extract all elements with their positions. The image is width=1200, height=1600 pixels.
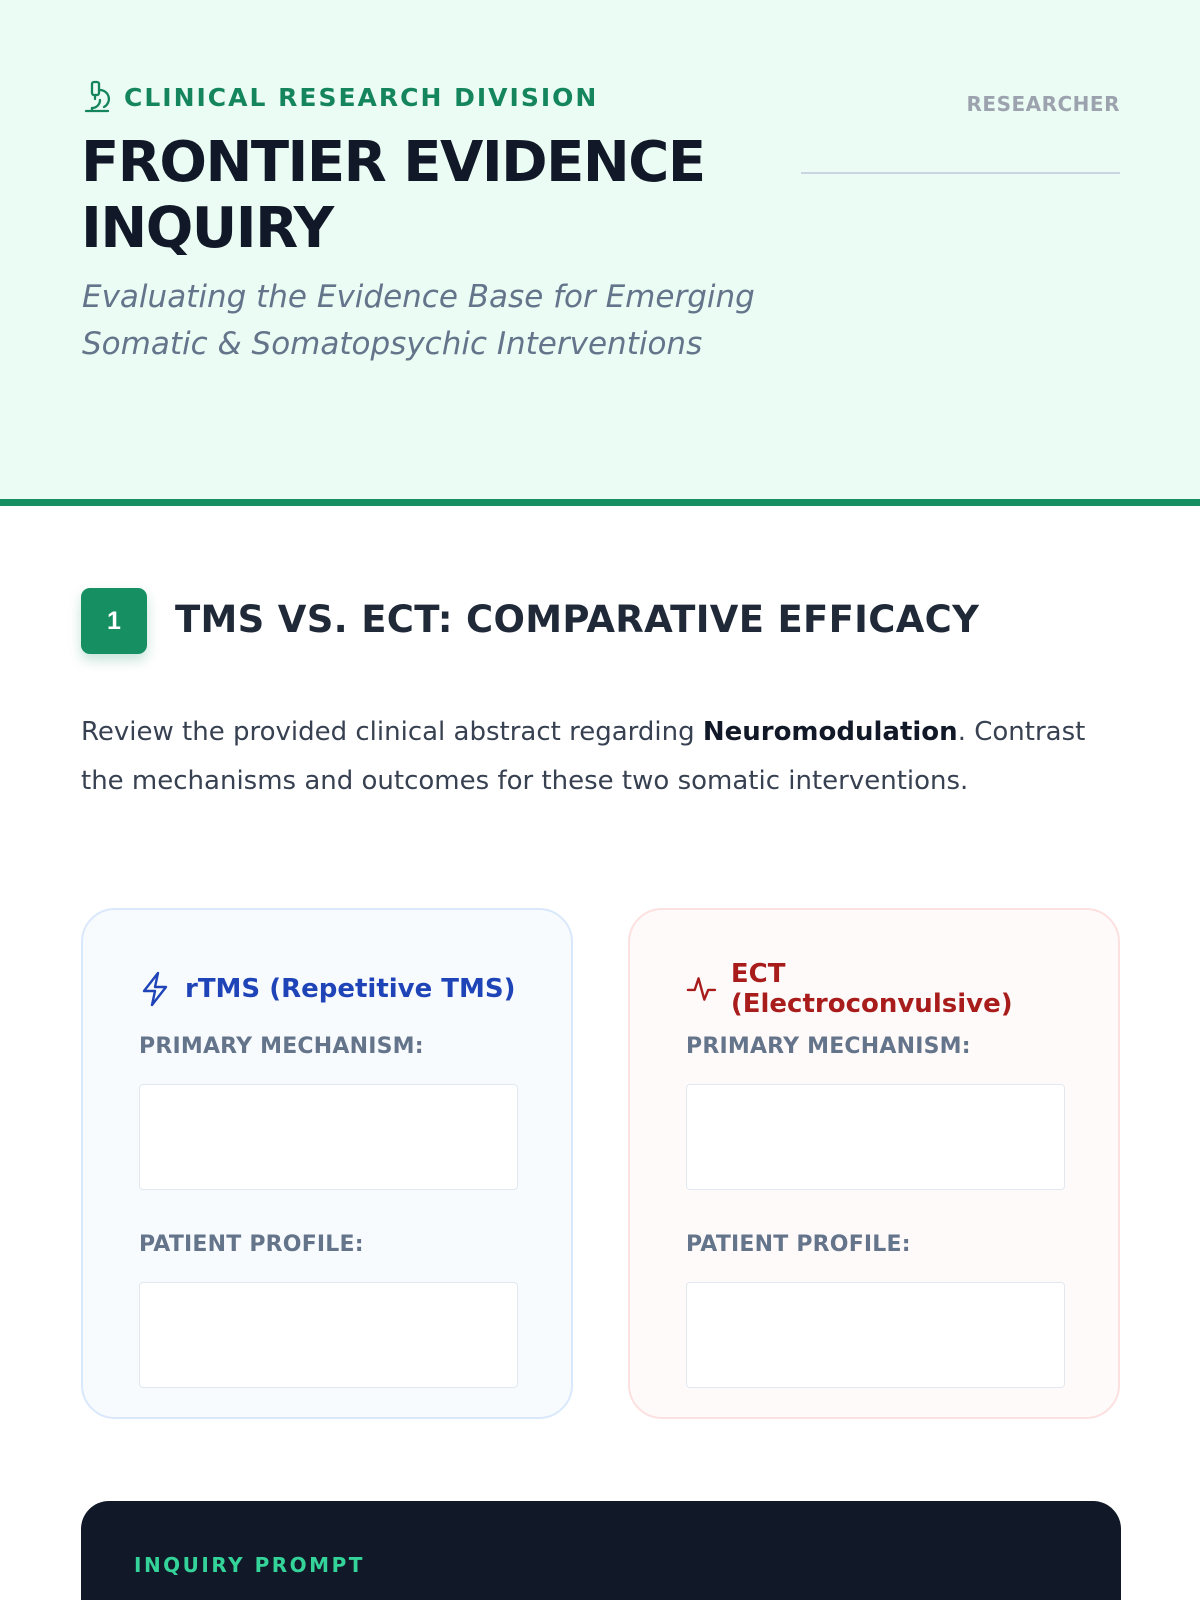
ect-profile-label: PATIENT PROFILE:: [686, 1232, 911, 1257]
ect-card: [628, 908, 1120, 1419]
ect-card-header: [686, 959, 1064, 1019]
lightning-icon: [139, 971, 171, 1007]
page-subtitle: Evaluating the Evidence Base for Emerging Somatic & Somatopsychic Interventions: [82, 279, 755, 362]
pulse-icon: [686, 971, 717, 1007]
role-label: RESEARCHER: [966, 92, 1120, 116]
signature-line: [801, 172, 1120, 174]
rtms-card: [81, 908, 573, 1419]
division-text: CLINICAL RESEARCH DIVISION: [124, 82, 599, 112]
rtms-card-header: [139, 966, 517, 1012]
rtms-profile-field[interactable]: [139, 1282, 518, 1388]
rtms-mechanism-field[interactable]: [139, 1084, 518, 1190]
ect-mechanism-field[interactable]: [686, 1084, 1065, 1190]
ect-mechanism-label: PRIMARY MECHANISM:: [686, 1034, 971, 1059]
section-instructions: [81, 708, 1121, 806]
ect-profile-field[interactable]: [686, 1282, 1065, 1388]
page-title: FRONTIER EVIDENCE INQUIRY: [81, 130, 705, 261]
rtms-card-title: rTMS (Repetitive TMS): [185, 974, 516, 1004]
division-label: [82, 80, 598, 114]
inquiry-prompt-label: INQUIRY PROMPT: [134, 1553, 365, 1577]
rtms-profile-label: PATIENT PROFILE:: [139, 1232, 364, 1257]
intro-text-start: Review the provided clinical abstract regarding: [81, 717, 703, 747]
section-title: TMS VS. ECT: COMPARATIVE EFFICACY: [175, 598, 980, 641]
page-header: [0, 0, 1200, 506]
section-number-badge: 1: [81, 588, 147, 654]
intro-emphasis: Neuromodulation: [702, 717, 958, 747]
intro-text-end: . Contrast the mechanisms and outcomes for these two somatic interventions.: [81, 717, 1086, 796]
rtms-mechanism-label: PRIMARY MECHANISM:: [139, 1034, 424, 1059]
inquiry-prompt-panel: [81, 1501, 1121, 1600]
ect-card-title: ECT (Electroconvulsive): [730, 959, 1013, 1019]
microscope-icon: [82, 80, 112, 114]
